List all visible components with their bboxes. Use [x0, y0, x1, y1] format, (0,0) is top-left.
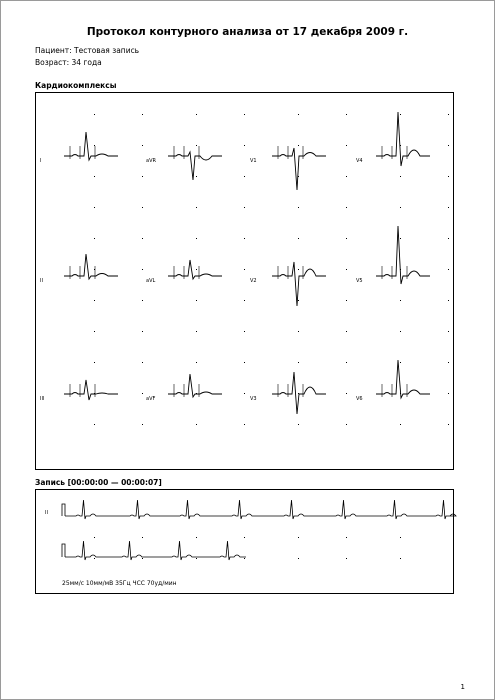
grid-dot — [142, 393, 143, 394]
lead-label: V3 — [250, 396, 257, 402]
grid-dot — [448, 269, 449, 270]
ecg-complex — [62, 236, 122, 320]
lead-label: III — [40, 396, 45, 402]
grid-dot — [142, 207, 143, 208]
complexes-title: Кардиокомплексы — [35, 81, 117, 90]
grid-dot — [298, 207, 299, 208]
grid-dot — [448, 331, 449, 332]
recording-parameters: 25мм/с 10мм/мВ 35Гц ЧСС 70уд/мин — [62, 580, 177, 587]
lead-label: V1 — [250, 158, 257, 164]
recording-lead-label: II — [45, 510, 48, 516]
ecg-complex — [166, 236, 226, 320]
grid-dot — [244, 331, 245, 332]
grid-dot — [448, 300, 449, 301]
grid-dot — [142, 424, 143, 425]
ecg-complex — [374, 354, 434, 438]
ecg-complex — [374, 236, 434, 320]
grid-dot — [346, 176, 347, 177]
grid-dot — [244, 393, 245, 394]
grid-dot — [346, 269, 347, 270]
grid-dot — [196, 207, 197, 208]
patient-age: Возраст: 34 года — [35, 58, 102, 67]
lead-label: aVL — [146, 278, 156, 284]
ecg-complex — [270, 236, 330, 320]
grid-dot — [448, 176, 449, 177]
grid-dot — [346, 145, 347, 146]
grid-dot — [142, 145, 143, 146]
lead-label: aVR — [146, 158, 156, 164]
grid-dot — [346, 300, 347, 301]
grid-dot — [244, 114, 245, 115]
grid-dot — [400, 207, 401, 208]
grid-dot — [196, 331, 197, 332]
ecg-rhythm-strip — [58, 496, 453, 566]
ecg-complex — [166, 354, 226, 438]
recording-title: Запись [00:00:00 — 00:00:07] — [35, 478, 162, 487]
grid-dot — [346, 393, 347, 394]
grid-dot — [448, 207, 449, 208]
grid-dot — [244, 424, 245, 425]
grid-dot — [298, 331, 299, 332]
grid-dot — [346, 362, 347, 363]
grid-dot — [346, 207, 347, 208]
grid-dot — [244, 176, 245, 177]
lead-label: I — [40, 158, 42, 164]
grid-dot — [346, 424, 347, 425]
grid-dot — [244, 362, 245, 363]
ecg-complex — [62, 116, 122, 200]
grid-dot — [448, 393, 449, 394]
grid-dot — [448, 424, 449, 425]
grid-dot — [244, 238, 245, 239]
grid-dot — [94, 331, 95, 332]
grid-dot — [142, 331, 143, 332]
ecg-complex — [270, 354, 330, 438]
lead-label: aVF — [146, 396, 156, 402]
grid-dot — [346, 238, 347, 239]
patient-name: Пациент: Тестовая запись — [35, 46, 140, 55]
grid-dot — [448, 362, 449, 363]
grid-dot — [448, 114, 449, 115]
ecg-complex — [166, 116, 226, 200]
lead-label: V5 — [356, 278, 363, 284]
grid-dot — [448, 145, 449, 146]
grid-dot — [346, 331, 347, 332]
grid-dot — [244, 269, 245, 270]
lead-label: V4 — [356, 158, 363, 164]
grid-dot — [94, 207, 95, 208]
grid-dot — [400, 331, 401, 332]
grid-dot — [142, 362, 143, 363]
grid-dot — [346, 114, 347, 115]
grid-dot — [142, 300, 143, 301]
grid-dot — [142, 114, 143, 115]
lead-label: V6 — [356, 396, 363, 402]
lead-label: V2 — [250, 278, 257, 284]
lead-label: II — [40, 278, 43, 284]
grid-dot — [142, 269, 143, 270]
grid-dot — [142, 238, 143, 239]
grid-dot — [142, 176, 143, 177]
ecg-complex — [62, 354, 122, 438]
grid-dot — [244, 207, 245, 208]
grid-dot — [244, 300, 245, 301]
page-number: 1 — [460, 683, 465, 691]
ecg-complex — [374, 116, 434, 200]
grid-dot — [448, 238, 449, 239]
ecg-complex — [270, 116, 330, 200]
document-title: Протокол контурного анализа от 17 декабря 2009 г. — [86, 26, 409, 38]
grid-dot — [244, 145, 245, 146]
